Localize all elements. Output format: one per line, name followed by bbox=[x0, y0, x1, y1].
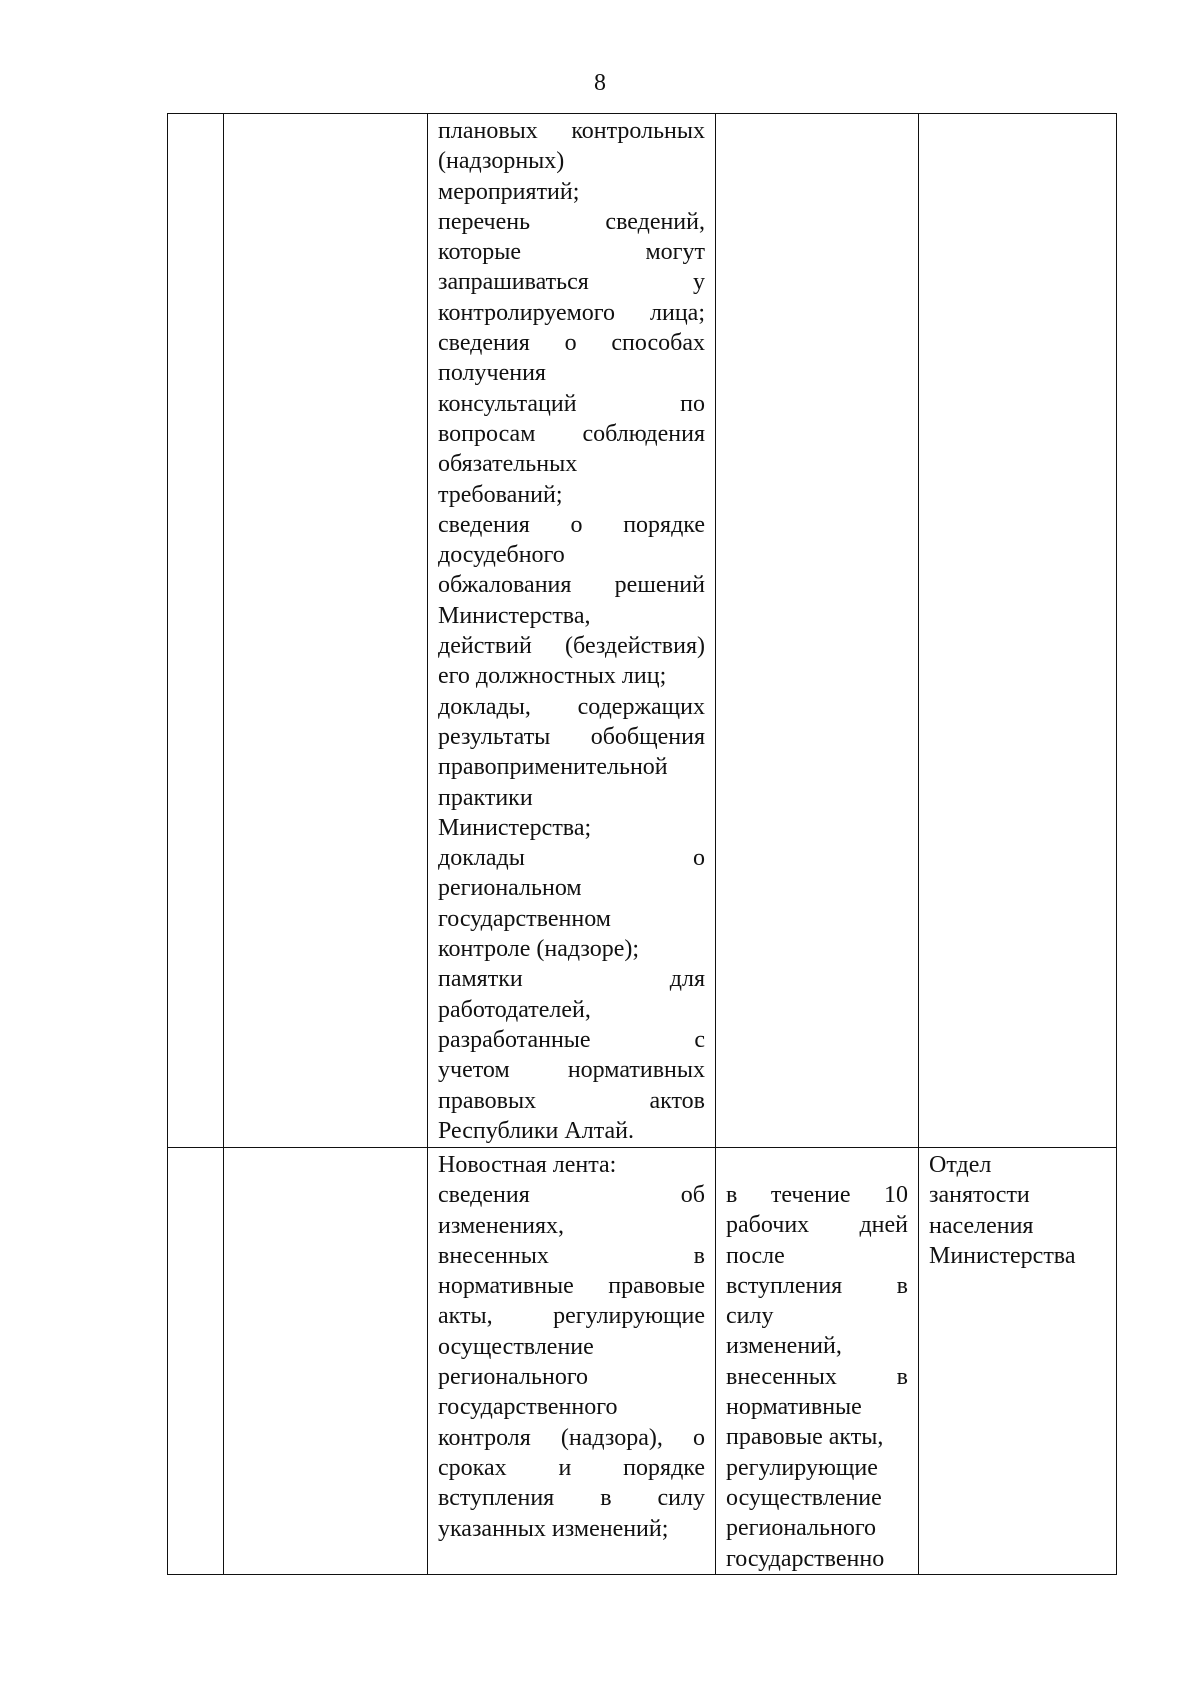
text-line: государственного bbox=[438, 1394, 618, 1421]
text-line: рабочих дней bbox=[726, 1212, 908, 1239]
text-line: вступления в bbox=[726, 1272, 908, 1299]
text-line: сведения о порядке bbox=[438, 511, 705, 538]
text-line: действий (бездействия) bbox=[438, 633, 705, 660]
responsible-lines bbox=[929, 1150, 1106, 1271]
text-line: силу bbox=[726, 1303, 774, 1330]
responsible-cell bbox=[919, 1148, 1117, 1575]
text-line: Новостная лента: bbox=[438, 1152, 617, 1178]
text-line: в течение 10 bbox=[726, 1182, 908, 1208]
text-line: результаты обобщения bbox=[438, 723, 705, 750]
text-line: контролируемого лица; bbox=[438, 299, 705, 326]
text-line: осуществление bbox=[726, 1484, 882, 1511]
text-line: регулирующие bbox=[726, 1454, 878, 1481]
table-row bbox=[168, 114, 1117, 1148]
text-line: населения bbox=[929, 1212, 1034, 1239]
text-line: обжалования решений bbox=[438, 572, 705, 599]
text-line: осуществление bbox=[438, 1333, 594, 1360]
content-cell bbox=[428, 114, 716, 1148]
text-line: запрашиваться у bbox=[438, 269, 705, 296]
text-line: нормативные bbox=[726, 1394, 862, 1421]
text-line: государственно bbox=[726, 1545, 885, 1572]
text-line: контроле (надзоре); bbox=[438, 936, 640, 963]
text-line: сведения о способах bbox=[438, 330, 705, 357]
text-line: регионального bbox=[438, 1364, 589, 1391]
text-line: внесенных в bbox=[438, 1242, 705, 1269]
deadline-cell bbox=[716, 114, 919, 1148]
page-number: 8 bbox=[594, 70, 606, 96]
text-line: правовые акты, bbox=[726, 1424, 884, 1451]
deadline-lines bbox=[726, 1180, 908, 1574]
text-line: региональном bbox=[438, 875, 582, 902]
text-line: учетом нормативных bbox=[438, 1057, 705, 1084]
text-line: мероприятий; bbox=[438, 178, 580, 205]
text-line: разработанные с bbox=[438, 1026, 705, 1053]
text-line: вступления в силу bbox=[438, 1485, 705, 1512]
text-line: памятки для bbox=[438, 966, 705, 993]
number-cell bbox=[168, 1148, 224, 1575]
text-line: которые могут bbox=[438, 239, 705, 266]
text-line: Министерства bbox=[929, 1242, 1076, 1269]
text-line: консультаций по bbox=[438, 390, 705, 417]
text-line: Отдел bbox=[929, 1152, 992, 1178]
text-line: плановых контрольных bbox=[438, 118, 705, 144]
measure-name-cell bbox=[224, 114, 428, 1148]
text-line: правовых актов bbox=[438, 1087, 705, 1114]
content-lines bbox=[438, 1150, 705, 1544]
measure-name-cell bbox=[224, 1148, 428, 1575]
text-line: Министерства, bbox=[438, 602, 591, 629]
text-line: доклады о bbox=[438, 845, 705, 872]
responsible-cell bbox=[919, 114, 1117, 1148]
text-line: контроля (надзора), о bbox=[438, 1424, 705, 1451]
text-line: изменений, bbox=[726, 1333, 842, 1360]
text-line: его должностных лиц; bbox=[438, 663, 667, 690]
text-line: работодателей, bbox=[438, 996, 591, 1023]
text-line: занятости bbox=[929, 1182, 1030, 1209]
deadline-cell bbox=[716, 1148, 919, 1575]
text-line: регионального bbox=[726, 1515, 877, 1542]
text-line: сроках и порядке bbox=[438, 1454, 705, 1481]
text-line: практики bbox=[438, 784, 533, 811]
table-row bbox=[168, 1148, 1117, 1575]
text-line: обязательных bbox=[438, 451, 578, 478]
content-cell bbox=[428, 1148, 716, 1575]
text-line: государственном bbox=[438, 905, 611, 932]
text-line: сведения об bbox=[438, 1182, 705, 1209]
text-line: доклады, содержащих bbox=[438, 693, 705, 720]
text-line: указанных изменений; bbox=[438, 1515, 669, 1542]
number-cell bbox=[168, 114, 224, 1148]
text-line: Министерства; bbox=[438, 814, 592, 841]
content-lines bbox=[438, 116, 705, 1146]
text-line: нормативные правовые bbox=[438, 1273, 705, 1300]
text-line: перечень сведений, bbox=[438, 208, 705, 235]
text-line: после bbox=[726, 1242, 785, 1269]
text-line: Республики Алтай. bbox=[438, 1117, 634, 1144]
text-line: (надзорных) bbox=[438, 148, 565, 175]
text-line: получения bbox=[438, 360, 546, 387]
text-line: акты, регулирующие bbox=[438, 1303, 705, 1330]
text-line: внесенных в bbox=[726, 1363, 908, 1390]
text-line: досудебного bbox=[438, 542, 565, 569]
text-line: требований; bbox=[438, 481, 563, 508]
text-line: вопросам соблюдения bbox=[438, 420, 705, 447]
measures-table bbox=[167, 113, 1117, 1575]
text-line: изменениях, bbox=[438, 1212, 565, 1239]
text-line: правоприменительной bbox=[438, 754, 668, 781]
